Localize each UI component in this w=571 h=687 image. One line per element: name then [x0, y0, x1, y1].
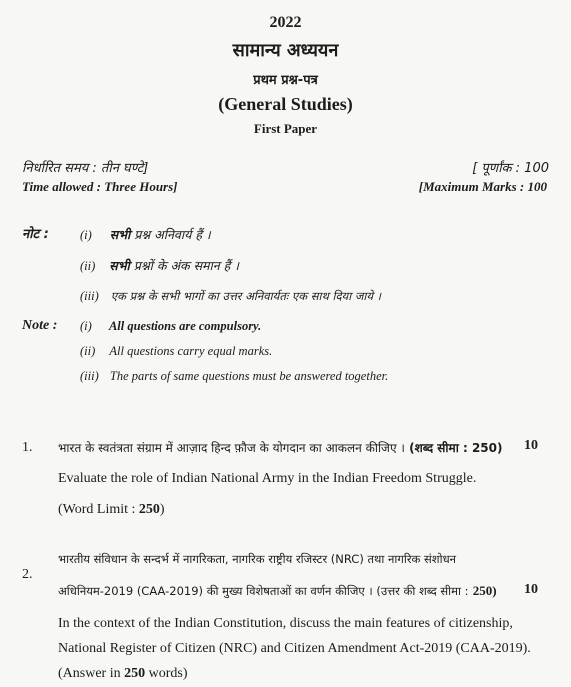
- question-2-english-line1: In the context of the Indian Constitution, discuss the main features of citizenship,: [58, 616, 513, 631]
- note-item-number: (iii): [80, 369, 99, 383]
- question-1-hindi: भारत के स्वतंत्रता संग्राम में आज़ाद हिन्द फ़ौज के योगदान का आकलन कीजिए । (शब्द सीमा : 250): [58, 441, 503, 455]
- time-allowed-hindi: निर्धारित समय : तीन घण्टे]: [22, 161, 149, 176]
- max-marks-english: [Maximum Marks : 100: [418, 179, 547, 194]
- question-marks: 10: [524, 582, 538, 597]
- note-item-number: (iii): [80, 289, 99, 303]
- note-item-text: All questions are compulsory.: [108, 319, 262, 333]
- title-hindi: सामान्य अध्ययन: [232, 40, 339, 61]
- note-label-hindi: नोट :: [22, 227, 49, 242]
- note-item-number: (i): [80, 319, 92, 333]
- note-item-text: The parts of same questions must be answered together.: [109, 369, 389, 383]
- question-number: 2.: [22, 567, 33, 582]
- note-item-text: All questions carry equal marks.: [109, 344, 273, 358]
- note-item-number: (ii): [80, 259, 96, 273]
- question-number: 1.: [22, 440, 33, 455]
- max-marks-hindi: [ पूर्णांक : 100: [472, 161, 549, 176]
- paper-english: First Paper: [253, 121, 318, 136]
- note-english-item: [80, 344, 272, 359]
- note-item-text: सभी प्रश्नों के अंक समान हैं ।: [109, 258, 240, 273]
- note-label-english: Note :: [22, 318, 58, 333]
- title-english: (General Studies): [218, 94, 353, 114]
- question-1-english: Evaluate the role of Indian National Army in the Indian Freedom Struggle.: [58, 471, 477, 486]
- question-2-hindi-line2: अधिनियम-2019 (CAA-2019) की मुख्य विशेषताओं का वर्णन कीजिए । (उत्तर की शब्द सीमा : 250): [58, 583, 497, 598]
- question-1-word-limit: (Word Limit : 250): [58, 502, 165, 517]
- note-english-item: [80, 369, 388, 384]
- time-allowed-english: Time allowed : Three Hours]: [22, 179, 178, 194]
- note-hindi-item: [80, 226, 211, 243]
- note-item-text: सभी प्रश्न अनिवार्य हैं ।: [109, 227, 211, 242]
- exam-year: 2022: [269, 14, 302, 31]
- paper-hindi: प्रथम प्रश्न-पत्र: [253, 73, 318, 88]
- note-hindi-item: [80, 257, 239, 274]
- note-english-item: [80, 319, 261, 334]
- question-marks: 10: [524, 438, 538, 453]
- note-item-number: (ii): [80, 344, 96, 358]
- question-2-word-limit: (Answer in 250 words): [58, 666, 188, 681]
- note-item-text: एक प्रश्न के सभी भागों का उत्तर अनिवार्यतः एक साथ दिया जाये ।: [110, 289, 382, 303]
- note-item-number: (i): [80, 228, 92, 242]
- question-2-english-line2: National Register of Citizen (NRC) and Citizen Amendment Act-2019 (CAA-2019).: [58, 641, 531, 656]
- question-2-hindi-line1: भारतीय संविधान के सन्दर्भ में नागरिकता, नागरिक राष्ट्रीय रजिस्टर (NRC) तथा नागरिक संशोधन: [58, 552, 457, 566]
- note-hindi-item: [80, 288, 381, 304]
